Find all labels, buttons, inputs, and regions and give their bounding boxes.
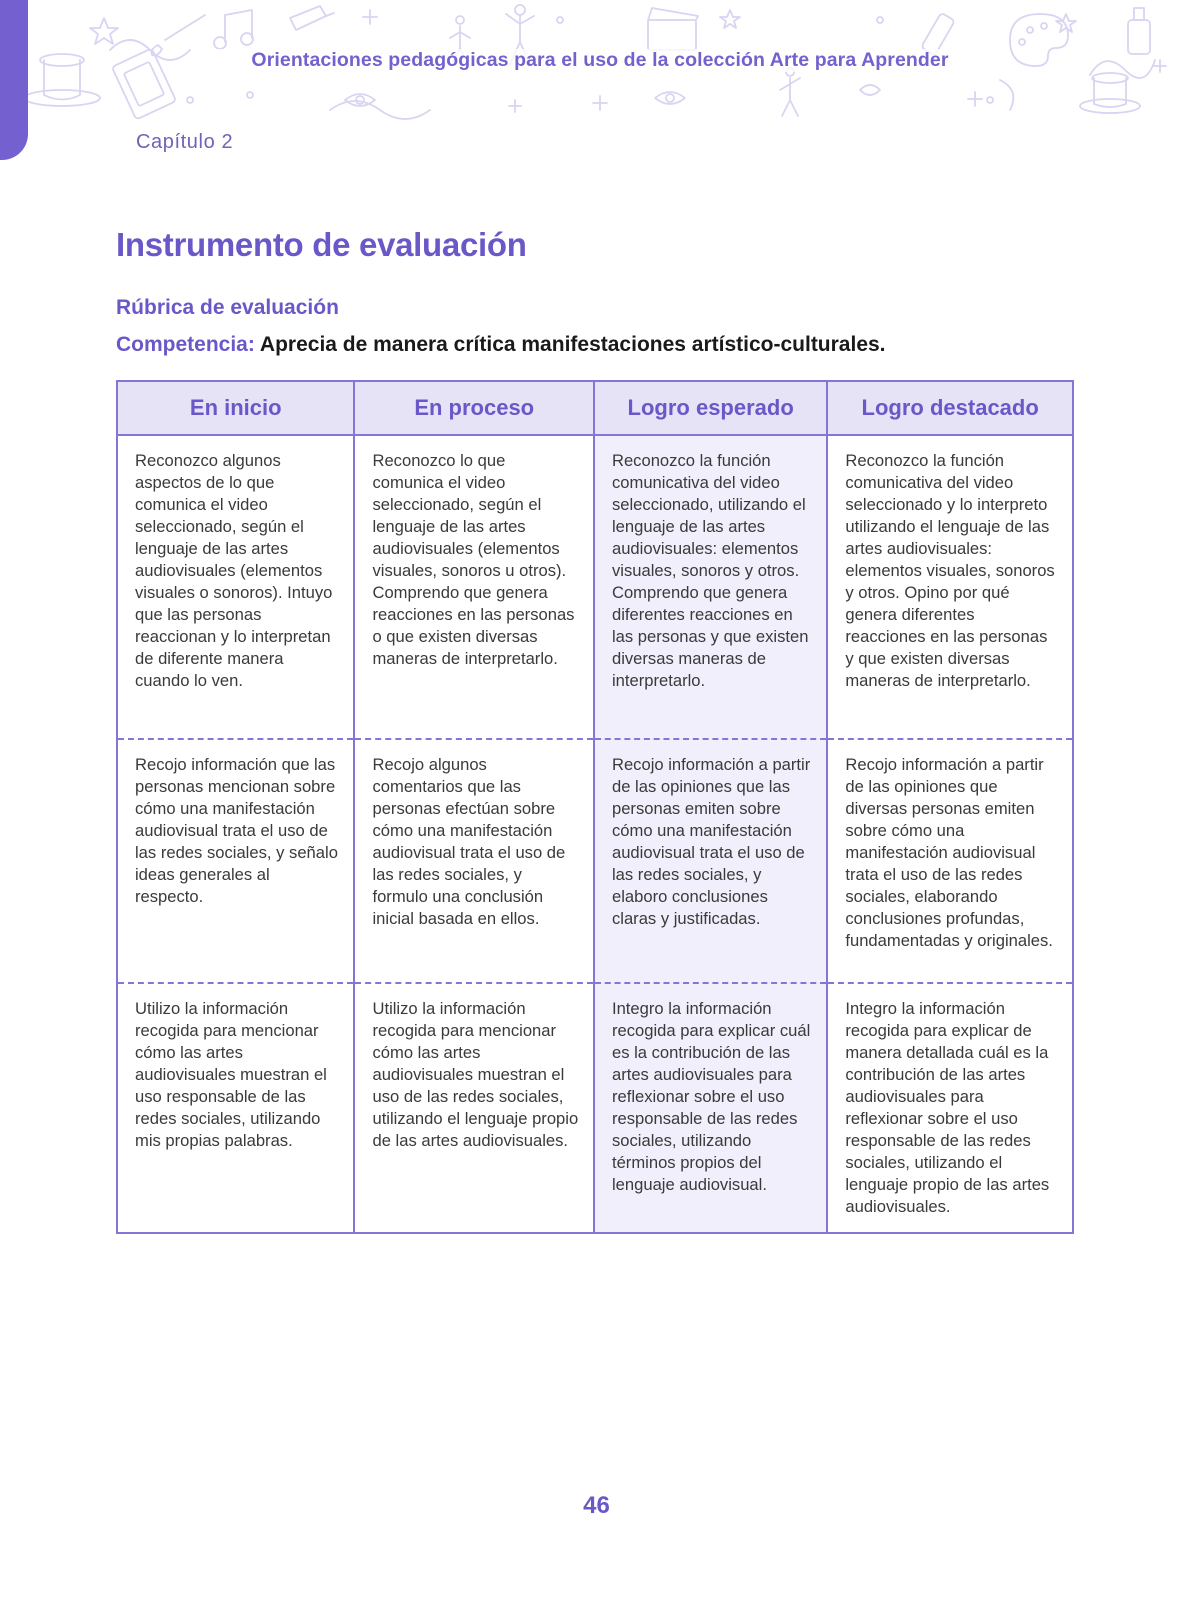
star-icon bbox=[90, 10, 1076, 44]
header-en-proceso: En proceso bbox=[354, 381, 594, 435]
competency-text: Aprecia de manera crítica manifestaciones artístico-culturales. bbox=[259, 333, 886, 356]
table-cell: Recojo información a partir de las opiniones que diversas personas emiten sobre cómo una manifestación audiovisual trata el uso de las redes sociales, elaborando conclusiones profundas, fundamentadas y originales. bbox=[827, 739, 1073, 983]
top-hat-icon bbox=[24, 54, 100, 106]
rubric-table bbox=[116, 380, 1074, 1234]
table-cell: Utilizo la información recogida para mencionar cómo las artes audiovisuales muestran el uso de las redes sociales, utilizando el lenguaje propio de las artes audiovisuales. bbox=[354, 983, 594, 1233]
competency-statement bbox=[116, 333, 886, 357]
competency-label: Competencia: bbox=[116, 333, 255, 356]
table-cell: Reconozco la función comunicativa del video seleccionado y lo interpreto utilizando el lenguaje de las artes audiovisuales: elementos visuales, sonoros y otros. Opino por qué genera diferentes reacciones en las personas y que existen diversas maneras de interpretarlo. bbox=[827, 435, 1073, 739]
table-row bbox=[117, 983, 1073, 1233]
header-logro-destacado: Logro destacado bbox=[827, 381, 1073, 435]
side-tab bbox=[0, 0, 28, 160]
header-title: Orientaciones pedagógicas para el uso de la colección Arte para Aprender bbox=[200, 49, 1000, 72]
table-cell: Recojo algunos comentarios que las personas efectúan sobre cómo una manifestación audiovisual trata el uso de las redes sociales, y formulo una conclusión inicial basada en ellos. bbox=[354, 739, 594, 983]
table-cell: Reconozco la función comunicativa del video seleccionado, utilizando el lenguaje de las artes audiovisuales: elementos visuales, sonoros y otros. Comprendo que genera diferentes reacciones en las personas y que existen diversas maneras de interpretarlo. bbox=[594, 435, 827, 739]
table-cell: Recojo información que las personas mencionan sobre cómo una manifestación audiovisual trata el uso de las redes sociales, y señalo ideas generales al respecto. bbox=[117, 739, 354, 983]
chapter-label: Capítulo 2 bbox=[136, 131, 234, 153]
table-cell: Integro la información recogida para explicar de manera detallada cuál es la contribución de las artes audiovisuales para reflexionar sobre el uso responsable de las redes sociales, utilizando el lenguaje propio de las artes audiovisuales. bbox=[827, 983, 1073, 1233]
table-cell: Recojo información a partir de las opiniones que las personas emiten sobre cómo una manifestación audiovisual trata el uso de las redes sociales, y elaboro conclusiones claras y justificadas. bbox=[594, 739, 827, 983]
header-logro-esperado: Logro esperado bbox=[594, 381, 827, 435]
page-title: Instrumento de evaluación bbox=[116, 226, 527, 263]
table-cell: Utilizo la información recogida para mencionar cómo las artes audiovisuales muestran el uso responsable de las redes sociales, utilizando mis propias palabras. bbox=[117, 983, 354, 1233]
rubric-header-row bbox=[117, 381, 1073, 435]
rubric-subtitle: Rúbrica de evaluación bbox=[116, 296, 339, 319]
paint-tube-icon bbox=[290, 6, 334, 30]
header-en-inicio: En inicio bbox=[117, 381, 354, 435]
table-row bbox=[117, 435, 1073, 739]
table-cell: Reconozco algunos aspectos de lo que comunica el video seleccionado, según el lenguaje de las artes audiovisuales (elementos visuales o sonoros). Intuyo que las personas reaccionan y lo interpretan de diferente manera cuando lo ven. bbox=[117, 435, 354, 739]
clapperboard-icon bbox=[648, 8, 698, 50]
top-hat-icon bbox=[1080, 73, 1140, 113]
table-row bbox=[117, 739, 1073, 983]
music-note-icon bbox=[214, 10, 253, 49]
table-cell: Reconozco lo que comunica el video seleccionado, según el lenguaje de las artes audiovisuales (elementos visuales, sonoros u otros). Comprendo que genera reacciones en las personas o que existen diversas maneras de interpretarlo. bbox=[354, 435, 594, 739]
table-cell: Integro la información recogida para explicar cuál es la contribución de las artes audiovisuales para reflexionar sobre el uso responsable de las redes sociales, utilizando términos propios del lenguaje audiovisual. bbox=[594, 983, 827, 1233]
page-number: 46 bbox=[583, 1492, 610, 1519]
paintbrush-icon bbox=[152, 15, 205, 55]
